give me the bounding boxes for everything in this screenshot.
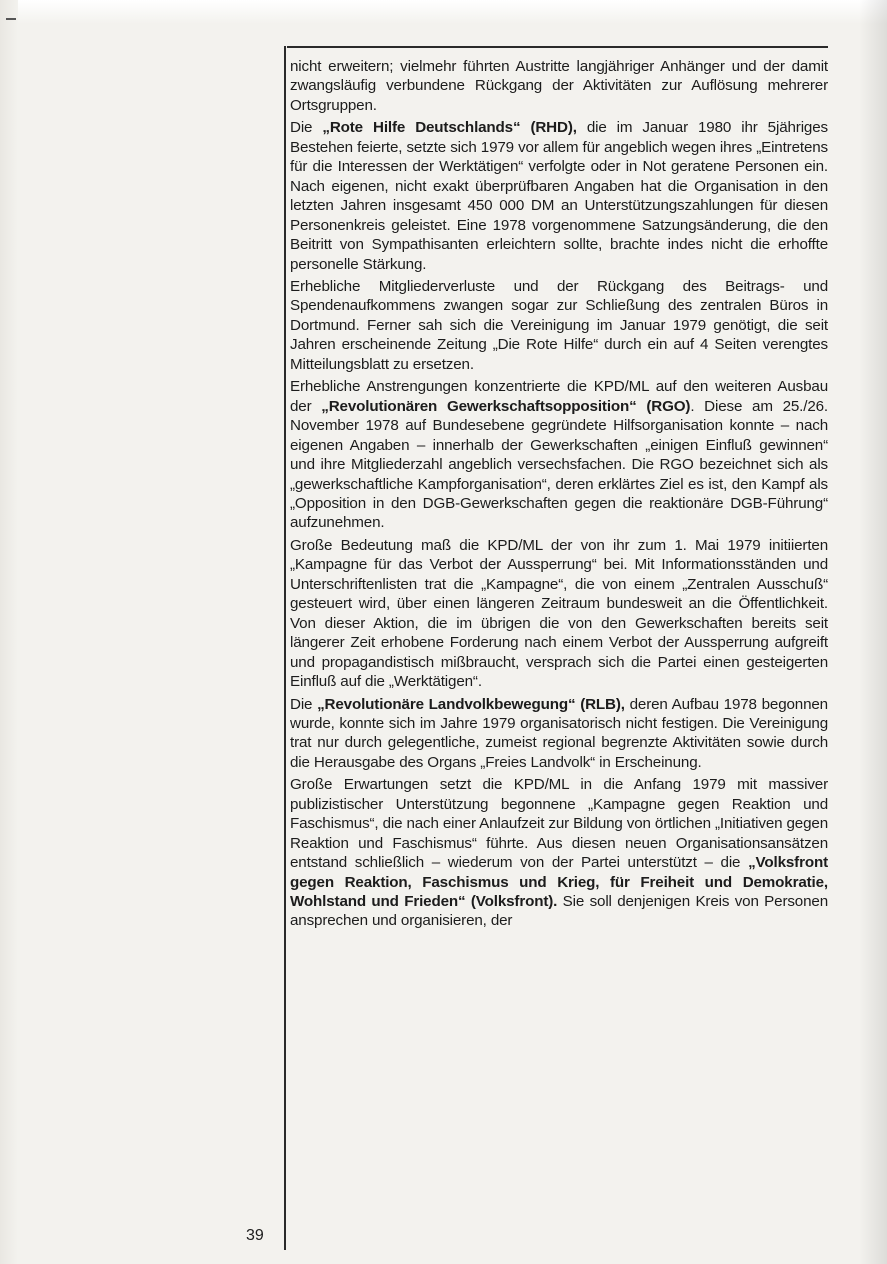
text-segment: Erhebliche Anstrengungen konzentrierte die KPD/ML auf den weiteren Ausbau der (290, 378, 828, 415)
text-segment: Sie soll denjenigen Kreis von Personen ansprechen und organisieren, der (290, 893, 828, 930)
paragraph-p5 (290, 536, 828, 692)
text-segment: die im Januar 1980 ihr 5jähriges Bestehen feierte, setzte sich 1979 vor allem für angeblich wegen ihres „Eintretens für die Interessen der Werktätigen“ verfolgte oder in Not geratene Personen ein. Nach eigenen, nicht exakt überprüfbaren Angaben hat die Organisation in den letzten Jahren insgesamt 450 000 DM an Unterstützungszahlungen für diesen Personenkreis geleistet. Eine 1978 vorgenommene Satzungsänderung, die den Beitritt von Sympathisanten erleichtern sollte, brachte indes nicht die erhoffte personelle Stärkung. (290, 119, 828, 273)
binding-shadow (859, 0, 887, 1264)
paragraph-p2 (290, 118, 828, 274)
paragraph-p3 (290, 277, 828, 374)
emphasized-term: „Revolutionäre Landvolkbewegung“ (RLB), (317, 695, 625, 713)
scan-top-edge (0, 0, 887, 24)
text-segment: nicht erweitern; vielmehr führten Austritte langjähriger Anhänger und der damit zwangsläufig verbundene Rückgang der Aktivitäten zur Auflösung mehrerer Ortsgruppen. (290, 58, 828, 114)
paragraph-p7 (290, 775, 828, 931)
paragraph-p4 (290, 377, 828, 533)
page-number: 39 (246, 1227, 264, 1244)
text-segment: Große Bedeutung maß die KPD/ML der von ihr zum 1. Mai 1979 initiierten „Kampagne für das Verbot der Aussperrung“ bei. Mit Informationsständen und Unterschriftenlisten trat die „Kampagne“, die von einem „Zentralen Ausschuß“ gesteuert wird, über einen längeren Zeitraum bundesweit an die Öffentlichkeit. Von dieser Aktion, die im übrigen die von den Gewerkschaften bereits seit längerer Zeit erhobene Forderung nach einem Verbot der Aussperrung aufgreift und propagandistisch mißbraucht, versprach sich die Partei einen gesteigerten Einfluß auf die „Werktätigen“. (290, 536, 828, 691)
text-segment: Große Erwartungen setzt die KPD/ML in die Anfang 1979 mit massiver publizistischer Unterstützung begonnene „Kampagne gegen Reaktion und Faschismus“, die nach einer Anlaufzeit zur Bildung von örtlichen „Initiativen gegen Reaktion und Faschismus“ führte. Aus diesen neuen Organisationsansätzen entstand schließlich – wiederum von der Partei unterstützt – die (290, 776, 828, 872)
emphasized-term: „Revolutionären Gewerkschaftsopposition“ (RGO) (321, 397, 691, 415)
scan-left-edge (0, 0, 18, 1264)
header-rule (287, 46, 828, 48)
body-text-column (290, 57, 828, 934)
text-segment: deren Aufbau 1978 begonnen wurde, konnte sich im Jahre 1979 organisatorisch nicht festigen. Die Vereinigung trat nur durch gelegentliche, zumeist regional begrenzte Aktivitäten sowie durch die Herausgabe des Organs „Freies Landvolk“ in Erscheinung. (290, 695, 828, 771)
scan-corner-mark (6, 18, 16, 20)
paragraph-p6 (290, 695, 828, 773)
emphasized-term: „Rote Hilfe Deutschlands“ (RHD), (322, 119, 577, 137)
text-segment: Erhebliche Mitgliederverluste und der Rückgang des Beitrags- und Spendenaufkommens zwangen sogar zur Schließung des zentralen Büros in Dortmund. Ferner sah sich die Vereinigung im Januar 1979 genötigt, die seit Jahren erscheinende Zeitung „Die Rote Hilfe“ durch ein auf 4 Seiten verengtes Mitteilungsblatt zu ersetzen. (290, 277, 828, 373)
emphasized-term: „Volksfront gegen Reaktion, Faschismus und Krieg, für Freiheit und Demokratie, Wohlstand und Frieden“ (Volksfront). (290, 854, 828, 911)
text-segment: Die (290, 695, 318, 713)
text-segment: . Diese am 25./26. November 1978 auf Bundesebene gegründete Hilfsorganisation konnte – nach eigenen Angaben – innerhalb der Gewerkschaften „einigen Einfluß gewinnen“ und ihre Mitgliederzahl angeblich versechsfachen. Die RGO bezeichnet sich als „gewerkschaftliche Kampforganisation“, deren erklärtes Ziel es ist, den Kampf als „Opposition in den DGB-Gewerkschaften gegen die reaktionäre DGB-Führung“ aufzunehmen. (290, 397, 828, 532)
margin-rule (284, 46, 286, 1250)
text-segment: Die (290, 119, 323, 137)
paragraph-p1 (290, 57, 828, 115)
